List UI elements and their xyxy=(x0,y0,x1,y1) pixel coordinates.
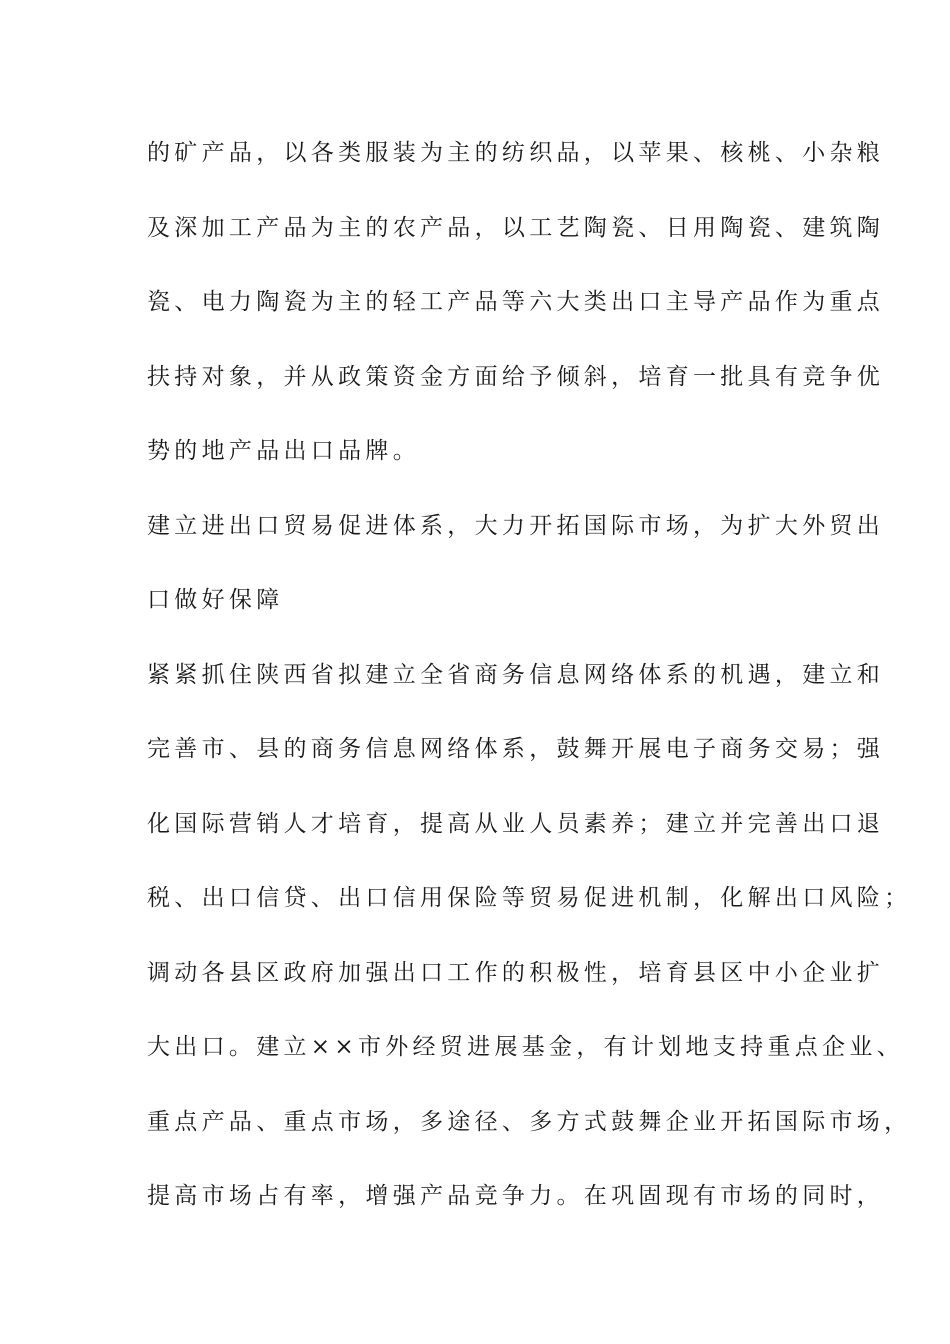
body-text xyxy=(147,129,912,1247)
text-line: 扶持对象，并从政策资金方面给予倾斜，培育一批具有竞争优 xyxy=(147,363,885,390)
section-heading-line: 建立进出口贸易促进体系，大力开拓国际市场，为扩大外贸出 xyxy=(147,512,885,539)
text-line: 及深加工产品为主的农产品，以工艺陶瓷、日用陶瓷、建筑陶 xyxy=(147,214,885,241)
text-line: 重点产品、重点市场，多途径、多方式鼓舞企业开拓国际市场， xyxy=(147,1108,912,1135)
text-line: 势的地产品出口品牌。 xyxy=(147,438,420,464)
text-line: 大出口。建立××市外经贸进展基金，有计划地支持重点企业、 xyxy=(147,1034,904,1060)
text-line: 瓷、电力陶瓷为主的轻工产品等六大类出口主导产品作为重点 xyxy=(147,289,885,315)
text-line: 化国际营销人才培育，提高从业人员素养；建立并完善出口退 xyxy=(147,810,885,837)
text-line: 提高市场占有率，增强产品竞争力。在巩固现有市场的同时， xyxy=(147,1183,885,1209)
text-line: 的矿产品，以各类服装为主的纺织品，以苹果、核桃、小杂粮 xyxy=(147,140,885,166)
text-line: 完善市、县的商务信息网络体系，鼓舞开展电子商务交易；强 xyxy=(147,736,885,762)
text-line: 紧紧抓住陕西省拟建立全省商务信息网络体系的机遇，建立和 xyxy=(147,661,885,688)
text-line: 税、出口信贷、出口信用保险等贸易促进机制，化解出口风险； xyxy=(147,885,912,911)
section-heading-line: 口做好保障 xyxy=(147,587,284,613)
text-line: 调动各县区政府加强出口工作的积极性，培育县区中小企业扩 xyxy=(147,959,885,986)
